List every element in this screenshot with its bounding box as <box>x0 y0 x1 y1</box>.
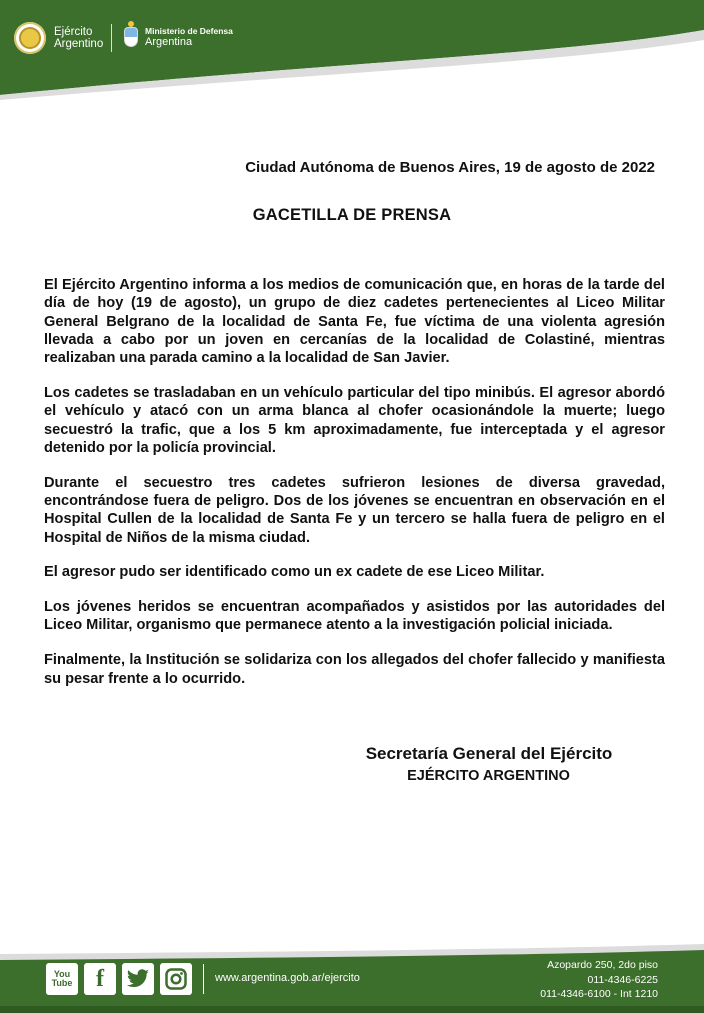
document-body <box>44 276 665 704</box>
ejercito-logo-text <box>54 26 103 50</box>
facebook-icon[interactable] <box>84 963 116 995</box>
org-line2: Argentino <box>54 38 104 50</box>
ministerio-logo <box>124 26 233 48</box>
page-footer <box>0 940 704 1013</box>
army-seal-icon <box>14 22 46 54</box>
instagram-icon[interactable] <box>160 963 192 995</box>
document-date: Ciudad Autónoma de Buenos Aires, 19 de agosto de 2022 <box>245 159 655 176</box>
phone-1: 011-4346-6225 <box>587 973 658 986</box>
national-shield-icon <box>124 27 138 47</box>
org-line1: Ejército <box>54 26 93 38</box>
facebook-glyph: f <box>96 965 104 992</box>
paragraph-1: El Ejército Argentino informa a los medios de comunicación que, en horas de la tarde del día de hoy (19 de agosto), un grupo de diez cadetes pertenecientes al Liceo Militar General Belgrano de la localidad de Santa Fe, fue víctima de una violenta agresión llevada a cabo por un joven en cercanías de la localidad de Colastiné, mientras realizaban una parada camino a la localidad de San Javier. <box>44 277 665 367</box>
document-title: GACETILLA DE PRENSA <box>252 206 452 224</box>
youtube-line1: You <box>53 969 71 979</box>
contact-info <box>540 958 658 1002</box>
ministerio-logo-text <box>145 26 233 48</box>
instagram-camera-icon <box>165 968 187 990</box>
ministry-line1: Ministerio de Defensa <box>145 26 233 36</box>
ministry-line2: Argentina <box>145 36 193 48</box>
youtube-line2: Tube <box>51 978 73 988</box>
youtube-icon[interactable] <box>46 963 78 995</box>
address-text: Azopardo 250, 2do piso <box>547 959 658 971</box>
ejercito-logo <box>14 22 120 54</box>
logo-divider <box>111 24 112 52</box>
signature-subtitle: EJÉRCITO ARGENTINO <box>407 768 570 784</box>
footer-divider <box>203 964 204 994</box>
paragraph-5: Los jóvenes heridos se encuentran acompañados y asistidos por las autoridades del Liceo Militar, organismo que permanece atento a la investigación policial iniciada. <box>44 599 665 634</box>
signature-title: Secretaría General del Ejército <box>365 744 613 763</box>
website-link[interactable]: www.argentina.gob.ar/ejercito <box>215 972 360 984</box>
paragraph-2: Los cadetes se trasladaban en un vehículo particular del tipo minibús. El agresor abordó el vehículo y atacó con un arma blanca al chofer ocasionándole la muerte; luego secuestró la trafic, que a los 5 km aproximadamente, fue interceptada y el agresor detenido por la policía provincial. <box>44 384 665 456</box>
page-header <box>0 0 704 100</box>
paragraph-4: El agresor pudo ser identificado como un ex cadete de ese Liceo Militar. <box>44 564 545 581</box>
paragraph-6: Finalmente, la Institución se solidariza con los allegados del chofer fallecido y manifiesta su pesar frente a lo ocurrido. <box>44 652 665 687</box>
paragraph-3: Durante el secuestro tres cadetes sufrieron lesiones de diversa gravedad, encontrándose fuera de peligro. Dos de los jóvenes se encuentran en observación en el Hospital Cullen de la localidad de Santa Fe y un tercero se halla fuera de peligro en el Hospital de Niños de la misma ciudad. <box>44 474 665 546</box>
twitter-bird-icon <box>126 969 150 989</box>
twitter-icon[interactable] <box>122 963 154 995</box>
phone-2: 011-4346-6100 - Int 1210 <box>540 988 658 1000</box>
